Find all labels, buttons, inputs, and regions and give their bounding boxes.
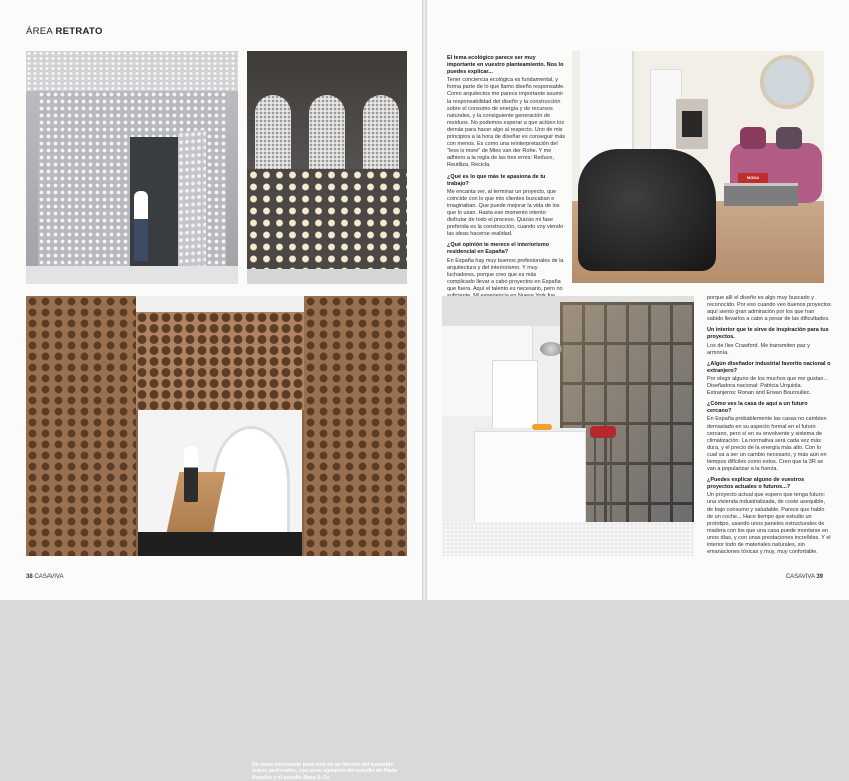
interview-question: ¿Algún diseñador industrial favorito nacional o extranjero? xyxy=(707,360,831,374)
interview-question: ¿Qué opinión te merece el interiorismo residencial en España? xyxy=(447,242,550,256)
left-page xyxy=(0,0,422,781)
magazine-name: CASAVIVA xyxy=(34,574,64,580)
interview-answer: Me encanta ver, al terminar un proyecto, que coincide con lo que mis clientes buscaban e imaginaban. Que puede mejorar la vida de los que lo usan. Hasta ese momento intento disfrutar de todo el proceso. Quizás mi fase preferida es la construcción, cuando voy viendo las ideas hacerse realidad. xyxy=(447,188,564,238)
photo-perforated-cube xyxy=(26,51,238,284)
photo-living-room xyxy=(572,51,824,283)
kitchen-island xyxy=(474,428,586,537)
interview-answer: En España hay muy buenos profesionales de la arquitectura y del interiorismo. Y muy luchadores, porque creo que es más complicado llevar a cabo proyectos en España que fuera. Aquí el talento es necesario, pero no xyxy=(447,257,564,292)
text-column-2 xyxy=(707,295,831,559)
photo-caption: Un cubo envolvente para vivir en su interior del inmueble: cubos perforados, con unos ejemplos del estudio de Paula Rosales y el estudio Mora & Co. xyxy=(252,762,398,781)
book-label: MODA xyxy=(746,175,760,180)
person-figure xyxy=(184,446,198,502)
interview-answer: Tener conciencia ecológica es fundamental, y forma parte de lo que llamo diseño responsable. Como arquitectos me parece importante asumir la responsabilidad del diseño y la construcción sobre el consumo de energía y de recursos naturales, y la consiguiente generación de residuos. No podemos esperar a que actúen los demás para hacer algo al respecto. Uno de mis principios a la hora de diseñar es conseguir más con menos. Es como una reinterpretación del "less is more" de Mies van der Rohe. Y me adhiero a la regla de las tres erres: Reduce, Reutiliza, Recicla. xyxy=(447,77,566,169)
folio xyxy=(786,574,823,580)
page-number: 38 xyxy=(26,574,33,580)
section-label-bold: RETRATO xyxy=(55,26,103,37)
magazine-name: CASAVIVA xyxy=(785,574,815,580)
person-figure xyxy=(134,191,148,261)
interview-question: El tema ecológico parece ser muy importante en vuestro planteamiento. Nos lo puedes explicar... xyxy=(447,55,564,76)
chesterfield-chair xyxy=(578,149,716,271)
interview-question: ¿Cómo ves la casa de aquí a un futuro cercano? xyxy=(707,401,808,415)
interview-answer: Por elegir alguno de los muchos que me gustan... Diseñadora nacional: Patricia Urquiola. Extranjeros: Ronan and Erwan Bouroullec. xyxy=(707,375,829,397)
interview-answer: porque allí el diseño es algo muy buscado y reconocido. Por eso cuando veo buenos proyectos aquí siento gran admiración por los que han sabido llevarlos a cabo a pesar de las dificultades. xyxy=(707,295,831,323)
page-number: 39 xyxy=(816,574,823,580)
section-label-light: ÁREA xyxy=(26,26,53,37)
interview-answer: Un proyecto actual que espero que tenga futuro: una vivienda industrializada, de coste asequible, de bajo consumo y saludable. Parece que hablo de un coche... Hace tiempo que estudio un prototipo, usando unos paneles estructurales de madera con los que una casa puede montarse en unos días, y con unas prestaciones increíbles. Y el interior todo de materiales naturales, sin emanaciones tóxicas y muy, muy confortable. xyxy=(707,492,831,556)
section-header xyxy=(26,26,103,37)
interview-question: Un interior que te sirve de inspiración para tus proyectos. xyxy=(707,327,829,341)
interview-question: ¿Puedes explicar alguno de vuestros proyectos actuales o futuros...? xyxy=(707,477,805,491)
folio xyxy=(26,574,63,580)
interview-answer: Los de Ilse Crawford. Me transmiten paz y armonía. xyxy=(707,342,811,356)
interview-answer: En España probablemente las casas no cambien demasiado en su aspecto formal en el futuro cercano, pero sí en su envolvente y sistema de climatización. La normativa será cada vez más dura, y el precio de la energía más alto. Con lo cual va a ser un cambio necesario, y más aún en tiempos difíciles como estos. Creo que la 3R se van a popularizar a la fuerza. xyxy=(707,416,827,473)
photo-arches-wood xyxy=(247,51,407,284)
book xyxy=(738,173,768,183)
right-page xyxy=(427,0,849,600)
interview-question: ¿Qué es lo que más te apasiona de tu trabajo? xyxy=(447,173,546,187)
round-mirror xyxy=(760,55,814,109)
text-column-1 xyxy=(447,51,565,310)
photo-kitchen xyxy=(442,296,694,556)
